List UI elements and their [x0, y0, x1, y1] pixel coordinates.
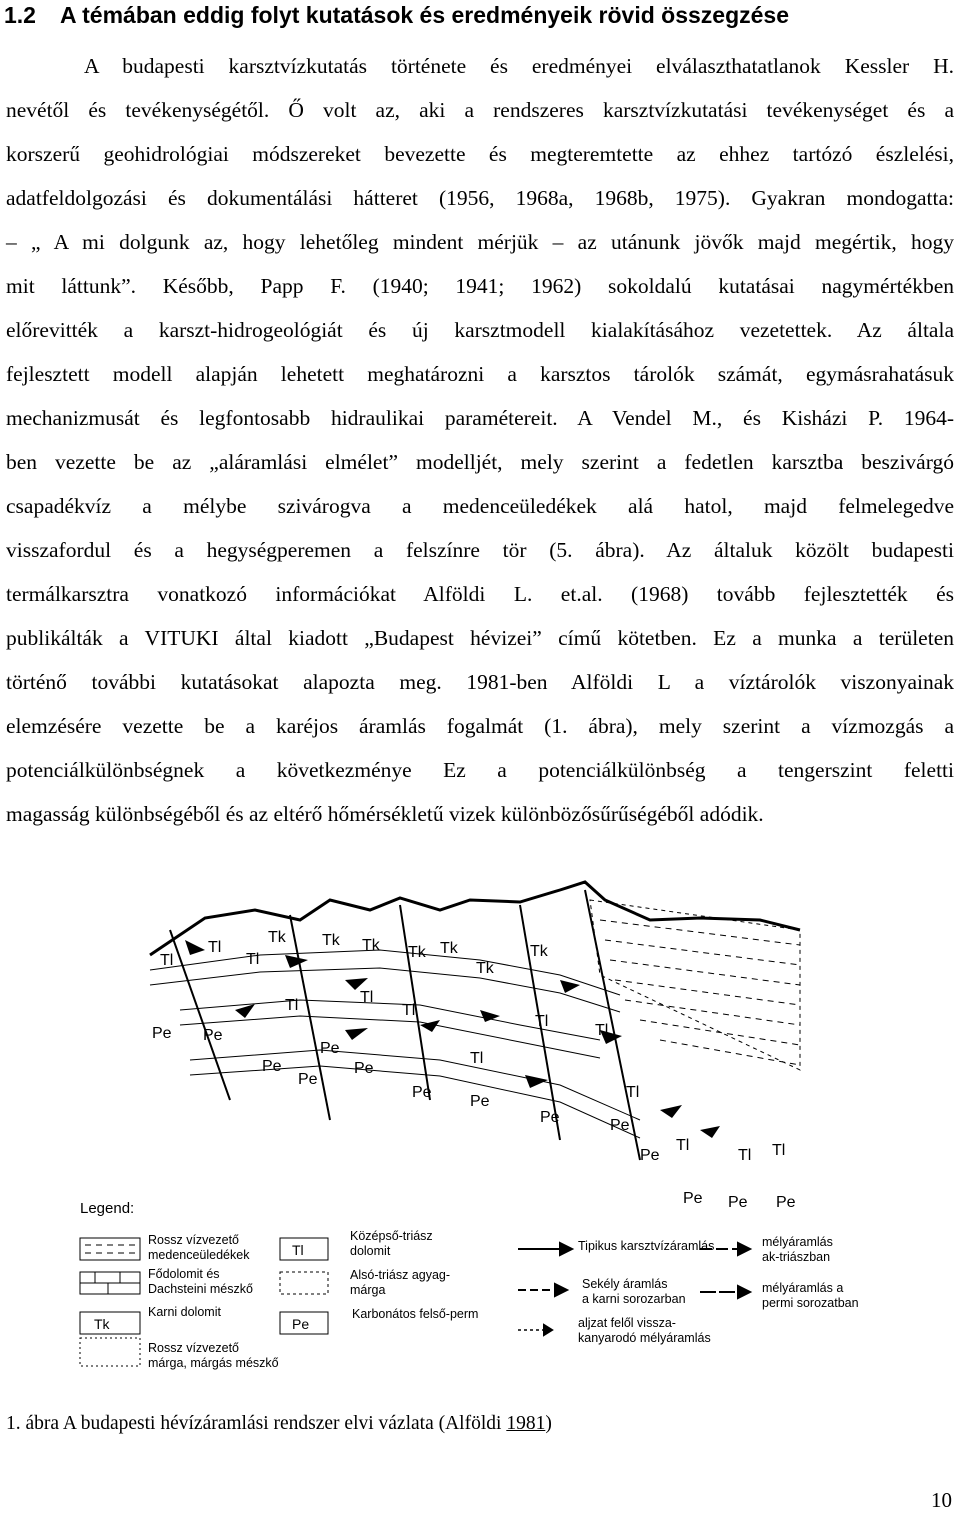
- body-line: adatfeldolgozási és dokumentálási hátteret (1956, 1968a, 1968b, 1975). Gyakran mondogatta:: [6, 186, 954, 210]
- section-label-tl: Tl: [208, 939, 222, 956]
- section-heading: [4, 0, 789, 30]
- section-label-pe: Pe: [354, 1060, 374, 1077]
- section-label-pe: Pe: [320, 1040, 340, 1057]
- section-title: A témában eddig folyt kutatások és eredményeik rövid összegzése: [60, 2, 790, 28]
- legend-item-label: kanyarodó mélyáramlás: [578, 1331, 711, 1345]
- caption-year: 1981: [506, 1413, 546, 1434]
- legend-item-label: aljzat felől vissza-: [578, 1316, 676, 1330]
- body-line: történő további kutatásokat alapozta meg. 1981-ben Alföldi L a víztárolók viszonyainak: [6, 670, 954, 694]
- caption-suffix: ): [545, 1413, 552, 1434]
- section-label-tl: Tl: [246, 951, 260, 968]
- section-label-tk: Tk: [476, 960, 494, 977]
- body-line: A budapesti karsztvízkutatás története és eredményei elválaszthatatlanok Kessler H.: [84, 54, 954, 78]
- section-label-tl: Tl: [470, 1050, 484, 1067]
- section-label-tl: Tl: [360, 989, 374, 1006]
- section-label-pe: Pe: [540, 1109, 560, 1126]
- body-line: potenciálkülönbségnek a következménye Ez a potenciálkülönbség a tengerszint feletti: [6, 758, 954, 782]
- caption-text: 1. ábra A budapesti hévízáramlási rendszer elvi vázlata (Alföldi: [6, 1413, 507, 1434]
- page-number: 10: [931, 1488, 952, 1512]
- svg-text:Pe: Pe: [292, 1316, 310, 1332]
- legend-item-label: medenceüledékek: [148, 1248, 250, 1262]
- section-label-pe: Pe: [152, 1025, 172, 1042]
- legend-item-label: Rossz vízvezető: [148, 1341, 240, 1355]
- figure-1: [0, 860, 960, 1380]
- geologic-cross-section-diagram: [0, 860, 960, 1380]
- section-label-tl: Tl: [535, 1013, 549, 1030]
- body-line: előrevitték a karszt-hidrogeológiát és új karsztmodell kialakításához vezetettek. Az általa: [6, 318, 954, 342]
- legend-item-label: mélyáramlás: [762, 1235, 833, 1249]
- legend-item-label: Karni dolomit: [148, 1305, 221, 1319]
- body-line: fejlesztett modell alapján lehetett meghatározni a karsztos tárolók számát, egymásrahatásuk: [6, 362, 954, 386]
- body-line: elemzésére vezette be a karéjos áramlás fogalmát (1. ábra), mely szerint a vízmozgás a: [6, 714, 954, 738]
- legend-item-label: Fődolomit és: [148, 1267, 220, 1281]
- body-paragraph: [6, 44, 954, 836]
- section-label-pe: Pe: [728, 1194, 748, 1211]
- section-label-tk: Tk: [362, 937, 380, 954]
- svg-text:Tl: Tl: [292, 1242, 304, 1258]
- body-line: termálkarsztra vonatkozó információkat Alföldi L. et.al. (1968) tovább fejlesztették és: [6, 582, 954, 606]
- figure-caption: [6, 1413, 552, 1435]
- section-label-tl: Tl: [772, 1142, 786, 1159]
- legend-item-label: Tipikus karsztvízáramlás: [578, 1239, 715, 1253]
- legend-item-label: Középső-triász: [350, 1229, 433, 1243]
- section-label-pe: Pe: [776, 1194, 796, 1211]
- section-label-pe: Pe: [298, 1071, 318, 1088]
- section-label-tl: Tl: [595, 1022, 609, 1039]
- legend-item-label: Karbonátos felső-perm: [352, 1307, 479, 1321]
- section-label-pe: Pe: [203, 1027, 223, 1044]
- section-label-tl: Tl: [676, 1137, 690, 1154]
- section-label-tl: Tl: [285, 997, 299, 1014]
- section-number: 1.2: [4, 2, 36, 28]
- body-line: mechanizmusát és legfontosabb hidraulikai paramétereit. A Vendel M., és Kisházi P. 1964-: [6, 406, 954, 430]
- legend-item-label: Rossz vízvezető: [148, 1233, 240, 1247]
- legend-item-label: Dachsteini mészkő: [148, 1282, 253, 1296]
- body-line: csapadékvíz a mélybe szivárogva a medenceüledékek alá hatol, majd felmelegedve: [6, 494, 954, 518]
- legend-title: Legend:: [80, 1200, 135, 1217]
- legend-item-label: mélyáramlás a: [762, 1281, 844, 1295]
- section-label-tk: Tk: [322, 932, 340, 949]
- section-label-pe: Pe: [412, 1084, 432, 1101]
- body-line: nevétől és tevékenységétől. Ő volt az, aki a rendszeres karsztvízkutatási tevékenységet és a: [6, 98, 954, 122]
- section-label-pe: Pe: [470, 1093, 490, 1110]
- body-line: mit láttunk”. Később, Papp F. (1940; 1941; 1962) sokoldalú kutatásai nagymértékben: [6, 274, 954, 298]
- section-label-pe: Pe: [610, 1117, 630, 1134]
- section-label-tk: Tk: [268, 929, 286, 946]
- body-line: – „ A mi dolgunk az, hogy lehetőleg mindent mérjük – az utánunk jövők majd megértik, hogy: [6, 230, 954, 254]
- section-label-tk: Tk: [530, 943, 548, 960]
- section-label-tl: Tl: [738, 1147, 752, 1164]
- section-label-pe: Pe: [640, 1147, 660, 1164]
- legend-item-label: a karni sorozarban: [582, 1292, 686, 1306]
- legend-item-label: Alsó-triász agyag-: [350, 1268, 451, 1282]
- legend-item-label: permi sorozatban: [762, 1296, 859, 1310]
- body-line: publikálták a VITUKI által kiadott „Budapest hévizei” című kötetben. Ez a munka a területen: [6, 626, 954, 650]
- section-label-tk: Tk: [440, 940, 458, 957]
- body-line: ben vezette be az „aláramlási elmélet” modelljét, mely szerint a fedetlen karsztba beszivárgó: [6, 450, 954, 474]
- legend-item-label: Sekély áramlás: [582, 1277, 668, 1291]
- body-line: magasság különbségéből és az eltérő hőmérsékletű vizek különbözősűrűségéből adódik.: [6, 802, 764, 826]
- section-label-pe: Pe: [683, 1190, 703, 1207]
- body-line: korszerű geohidrológiai módszereket bevezette és megteremtette az ehhez tartózó észlelési,: [6, 142, 954, 166]
- section-label-tl: Tl: [402, 1002, 416, 1019]
- svg-text:Tk: Tk: [94, 1316, 110, 1332]
- section-label-pe: Pe: [262, 1058, 282, 1075]
- body-line: visszafordul és a hegységperemen a felszínre tör (5. ábra). Az általuk közölt budapesti: [6, 538, 954, 562]
- legend-item-label: ak-triászban: [762, 1250, 831, 1264]
- legend-item-label: dolomit: [350, 1244, 391, 1258]
- legend-item-label: márga: [350, 1283, 386, 1297]
- section-label-tk: Tk: [408, 944, 426, 961]
- section-label-tl: Tl: [626, 1084, 640, 1101]
- section-label-tl: Tl: [160, 952, 174, 969]
- legend-item-label: márga, márgás mészkő: [148, 1356, 279, 1370]
